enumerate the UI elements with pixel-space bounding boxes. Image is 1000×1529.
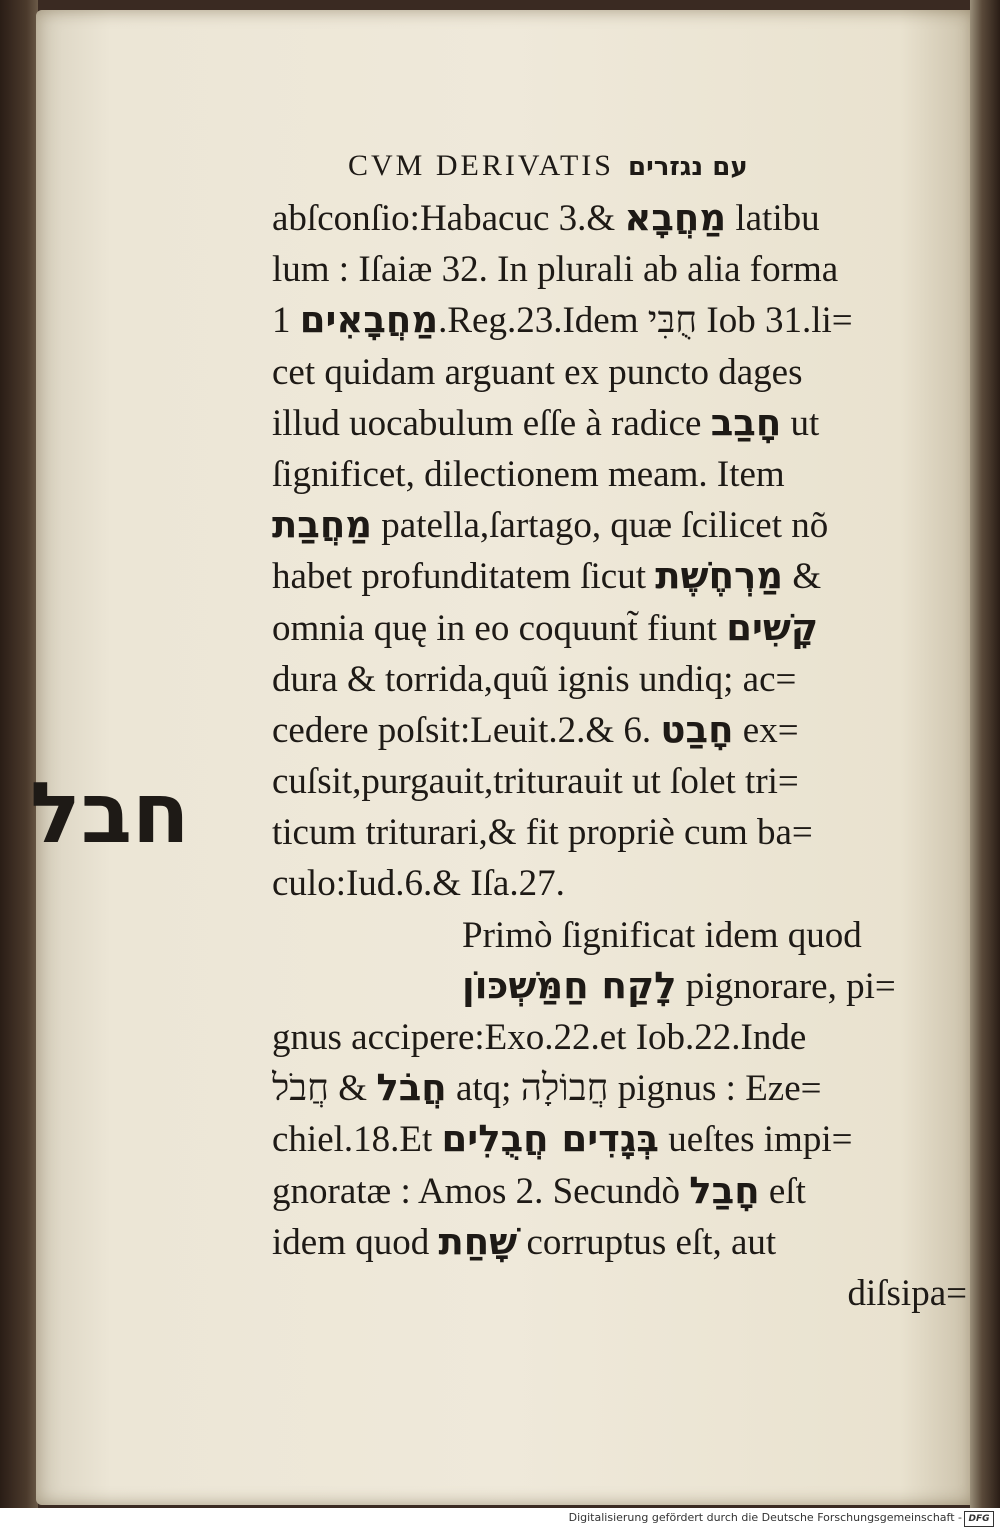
- text-line-he: לָקַח חַמַּשְׁכּוֹן: [462, 963, 677, 1007]
- text-line-post: & חֲבֹל atq; חֲבוֹלָה pignus : Eze=: [272, 1068, 822, 1110]
- text-line: [272, 806, 967, 857]
- text-line-pre: habet profunditatem ſicut: [272, 556, 656, 598]
- text-line: [272, 1113, 967, 1164]
- text-line: [272, 755, 967, 806]
- text-line-pre: Primò ſignificat idem quod: [462, 914, 862, 956]
- text-line: [272, 653, 967, 704]
- text-line-pre: omnia quę in eo coquunt̃ fiunt: [272, 607, 727, 649]
- text-line: [272, 960, 967, 1011]
- text-line-pre: abſconſio:Habacuc 3.&: [272, 198, 625, 239]
- running-head: [272, 140, 967, 192]
- text-line-pre: gnus accipere:Exo.22.et Iob.22.Inde: [272, 1017, 807, 1058]
- text-line-post: corruptus eſt, aut: [517, 1221, 777, 1263]
- running-head-latin: CVM DERIVATIS: [348, 149, 614, 182]
- text-line: [272, 397, 967, 448]
- text-line-post: ut: [781, 402, 820, 444]
- text-line-he: מַחֲבָאִים: [299, 298, 439, 342]
- text-line: [272, 1165, 967, 1216]
- text-line-post: 1.Reg.23.Idem חֻבִּי Iob 31.li=: [272, 300, 853, 342]
- text-line: [272, 294, 967, 345]
- text-block: [272, 140, 967, 1318]
- text-line-pre: lum : Iſaiæ 32. In plurali ab alia forma: [272, 249, 839, 291]
- text-line: [272, 1011, 967, 1062]
- running-head-hebrew: עם נגזרים: [627, 152, 748, 182]
- dfg-logo: DFG: [964, 1511, 994, 1527]
- text-line-pre: cuſsit,purgauit,triturauit ut ſolet tri=: [272, 761, 799, 803]
- entry-headword: חבל: [30, 764, 190, 862]
- text-line-he: שָׁחַת: [438, 1219, 518, 1263]
- text-line-pre: chiel.18.Et: [272, 1119, 442, 1161]
- text-line-post: eſt: [759, 1170, 806, 1212]
- footer-credit: Digitalisierung gefördert durch die Deutsche Forschungsgemeinschaft -: [568, 1511, 962, 1524]
- text-line-pre: cedere poſsit:Leuit.2.& 6.: [272, 709, 661, 751]
- text-line-post: patella,ſartago, quæ ſcilicet nõ: [372, 505, 829, 547]
- text-line-he: חֲבֹל: [376, 1066, 447, 1110]
- book-cover-right-edge: [970, 0, 1000, 1508]
- text-line-he: מַחֲבַת: [272, 503, 373, 547]
- text-line-he: מַרְחֶשֶׁת: [655, 554, 784, 598]
- text-line: [272, 704, 967, 755]
- text-line-pre: ticum triturari,& fit propriè cum ba=: [272, 812, 813, 854]
- text-line-pre: gnoratæ : Amos 2. Secundò: [272, 1170, 690, 1212]
- text-line: [272, 192, 967, 243]
- text-line: [272, 346, 967, 397]
- text-line-he: חָבַב: [710, 400, 782, 444]
- text-line: [272, 602, 967, 653]
- text-line: [272, 1062, 967, 1113]
- text-line: [272, 243, 967, 294]
- text-line-post: latibu: [726, 198, 820, 239]
- text-line: [272, 1216, 967, 1267]
- text-line-pre: illud uocabulum eſſe à radice: [272, 402, 711, 444]
- text-line-pre: dura & torrida,quũ ignis undiq; ac=: [272, 658, 797, 700]
- text-line: [272, 857, 967, 908]
- text-line-pre: culo:Iud.6.& Iſa.27.: [272, 863, 565, 905]
- text-line-pre: cet quidam arguant ex puncto dages: [272, 351, 803, 393]
- text-line: [272, 499, 967, 550]
- text-line: [272, 909, 967, 960]
- text-line-post: pignorare, pi=: [676, 965, 896, 1007]
- text-line-pre: idem quod: [272, 1221, 439, 1263]
- text-line-he: מַחֲבָא: [624, 196, 727, 239]
- text-line: [272, 550, 967, 601]
- text-line: [272, 448, 967, 499]
- text-line-he: קָשִׁים: [726, 605, 819, 649]
- book-cover-left-edge: [0, 0, 38, 1508]
- body-text: [272, 192, 967, 1318]
- text-line-he: חָבַל: [689, 1168, 760, 1212]
- text-line-post: diſsipa=: [847, 1272, 967, 1314]
- text-line-pre: ſignificet, dilectionem meam. Item: [272, 453, 785, 495]
- text-line-he: חָבַט: [660, 707, 734, 751]
- text-line-post: ex=: [733, 709, 799, 751]
- text-line-he: בְּגָדִים חֲבֻלִים: [441, 1117, 659, 1161]
- footer-bar: [0, 1508, 1000, 1529]
- text-line-post: ueſtes impi=: [658, 1119, 853, 1161]
- text-line-post: &: [783, 556, 822, 598]
- text-line: [272, 1267, 967, 1318]
